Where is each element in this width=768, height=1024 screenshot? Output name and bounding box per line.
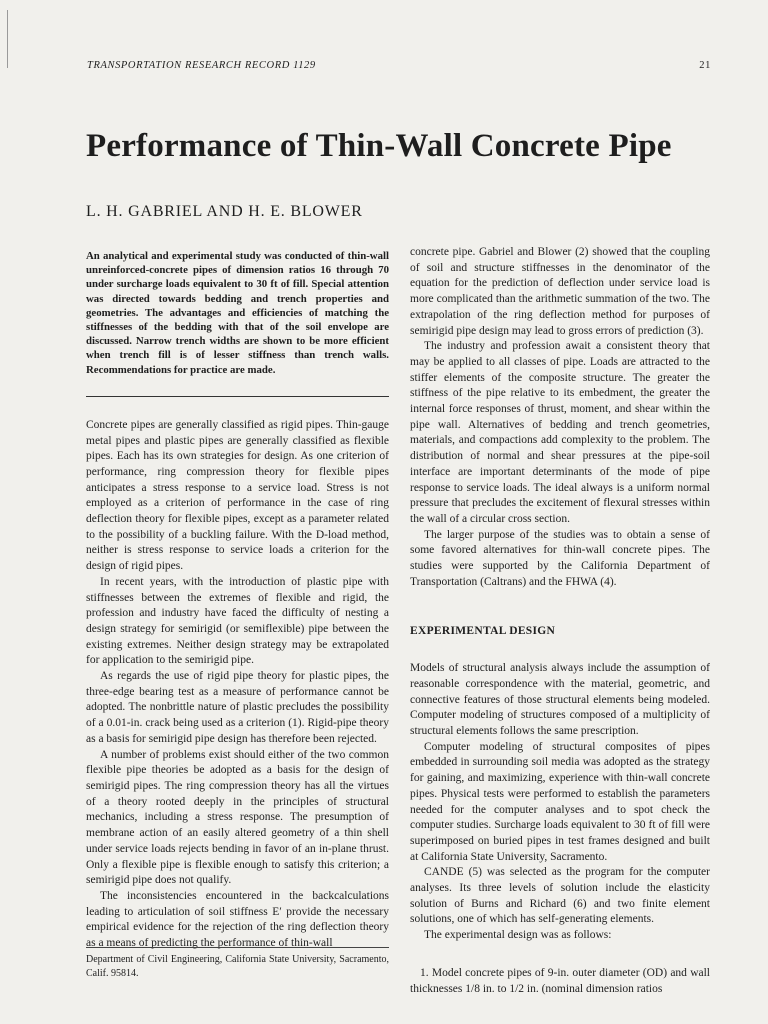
page-number: 21 xyxy=(699,60,711,71)
left-column xyxy=(86,249,389,952)
body-paragraph: The inconsistencies encountered in the backcalculations leading to articulation of soil stiffness E′ provide the necessary empirical evidence for the rejection of the ring deflection theory as a means of predicting the performance of thin-wall xyxy=(86,889,389,950)
body-paragraph: concrete pipe. Gabriel and Blower (2) showed that the coupling of soil and structure stiffnesses in the denominator of the equation for the prediction of deflection under service load is more complicated than the arithmetic summation of the two. The extrapolation of the ring deflection method for purposes of semirigid pipe design may lead to gross errors of prediction (3). xyxy=(410,246,710,337)
body-paragraph: Computer modeling of structural composites of pipes embedded in surrounding soil media was adopted as the strategy for gaining, and maximizing, experience with thin-wall concrete pipes. Physical tests were performed to establish the parameters needed for the computer analyses and to spot check the computer studies. Surcharge loads equivalent to 30 ft of fill were superimposed on buried pipes in test frames designed and built at California State University, Sacramento. xyxy=(410,740,710,863)
body-paragraph: The larger purpose of the studies was to obtain a sense of some favored alternatives for thin-wall concrete pipes. The studies were supported by the California Department of Transportation (Caltrans) and the FHWA (4). xyxy=(410,528,710,588)
body-paragraph: The experimental design was as follows: xyxy=(424,929,612,942)
section-heading: EXPERIMENTAL DESIGN xyxy=(410,625,556,638)
paper-title: Performance of Thin-Wall Concrete Pipe xyxy=(86,128,672,164)
running-head xyxy=(87,60,711,71)
authors: L. H. GABRIEL AND H. E. BLOWER xyxy=(86,203,363,220)
abstract: An analytical and experimental study was conducted of thin-wall unreinforced-concrete pipes of dimension ratios 16 through 70 under surcharge loads equivalent to 30 ft of fill. Special attention was directed towards bedding and trench properties and geometries. The advantages and efficiencies of matching the stiffnesses of the bedding with that of the soil envelope are discussed. Narrow trench widths are shown to be more efficient when trench fill is of lesser stiffness than trench walls. Recommendations for practice are made. xyxy=(86,250,389,376)
body-paragraph: As regards the use of rigid pipe theory for plastic pipes, the three-edge bearing test as a measure of performance cannot be adopted. The nonbrittle nature of plastic precludes the possibility of a 0.01-in. crack being used as a criterion (1). Rigid-pipe theory as a basis for semirigid pipe design has therefore been rejected. xyxy=(86,670,389,745)
scan-margin-mark xyxy=(7,10,8,68)
body-paragraph: A number of problems exist should either of the two common flexible pipe theories be adopted as a basis for the design of semirigid pipes. The ring compression theory has all the virtues of a theory rooted deeply in the principles of structural mechanics, including a stress response. The presumption of membrane action of an easily altered geometry of a thin shell under service loads rejects bending in favor of an in-plane thrust. Only a flexible pipe is flexible enough to satisfy this criterion; a semirigid pipe does not qualify. xyxy=(86,748,389,887)
right-column xyxy=(410,245,710,997)
body-paragraph: In recent years, with the introduction of plastic pipe with stiffnesses between the extremes of flexible and rigid, the profession and industry have faced the difficulty of nesting a design strategy for semirigid (or semiflexible) pipe between the existing extremes. Neither design strategy may be extrapolated for application to the semirigid pipe. xyxy=(86,575,389,667)
journal-name: TRANSPORTATION RESEARCH RECORD 1129 xyxy=(87,60,316,71)
abstract-divider xyxy=(86,396,389,397)
body-paragraph: Models of structural analysis always include the assumption of reasonable correspondence with the material, geometric, and connective features of those structural elements being modeled. Computer modeling of structures composed of a multiplicity of structural elements follows the same prescription. xyxy=(410,662,710,737)
body-paragraph: CANDE (5) was selected as the program for the computer analyses. Its three levels of solution include the elasticity solution of Burns and Richard (6) and two finite element solutions, one of which has self-generating elements. xyxy=(410,866,710,926)
body-paragraph: Concrete pipes are generally classified as rigid pipes. Thin-gauge metal pipes and plastic pipes are generally classified as flexible pipes. Each has its own strategies for design. As one criterion of performance, ring compression theory for flexible pipes anticipates a stress response to a service load. Stress is not employed as a criterion of performance in the case of ring deflection theory for flexible pipes, except as a parameter related to the possibility of a buckling failure. With the D-load method, neither is stress response to service loads a criterion for the design of rigid pipes. xyxy=(86,418,389,573)
list-item: 1. Model concrete pipes of 9-in. outer diameter (OD) and wall thicknesses 1/8 in. to 1/2 in. (nominal dimension ratios xyxy=(410,966,710,995)
body-paragraph: The industry and profession await a consistent theory that may be applied to all classes of pipe. Loads are attracted to the stiffer elements of the composite structure. The greater the stiffness of the pipe relative to its embedment, the greater the internal force responses of thrust, moment, and shear within the pipe wall. Alternatives of bedding and trench geometries, materials, and compactions add complexity to the problem. The distribution of normal and shear pressures at the pipe-soil interface are important determinants of the mode of pipe response to service loads. The ideal always is a uniform normal pressure that precludes the excitement of flexural stresses within the wall of a circular cross section. xyxy=(410,340,710,525)
author-affiliation-footnote: Department of Civil Engineering, California State University, Sacramento, Calif. 95814. xyxy=(86,947,389,980)
